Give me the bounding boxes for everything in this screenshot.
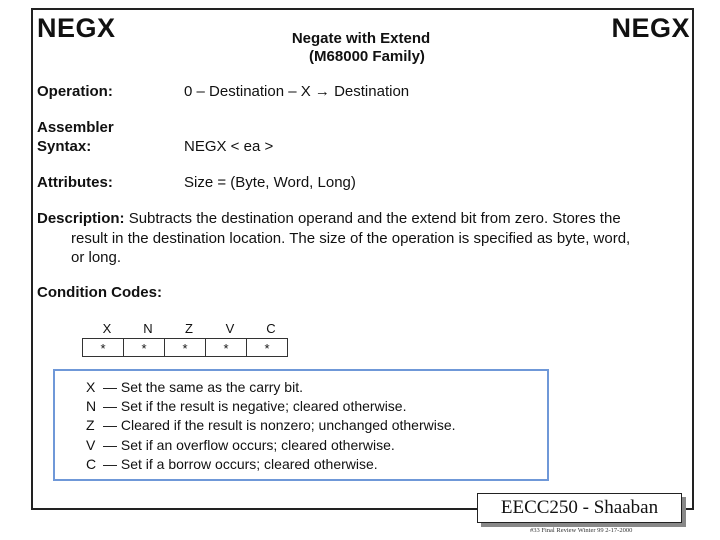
footer-note: #33 Final Review Winter 99 2-17-2000 xyxy=(530,527,633,534)
cc-value-n: * xyxy=(124,339,165,356)
operation-label: Operation: xyxy=(37,83,113,100)
legend-row-v xyxy=(86,436,547,455)
syntax-label: Syntax: xyxy=(37,138,92,155)
legend-row-x xyxy=(86,378,547,397)
assembler-label: Assembler xyxy=(37,119,114,136)
instruction-title: Negate with Extend xyxy=(291,30,431,47)
cc-header-z: Z xyxy=(185,321,193,336)
instruction-subtitle: (M68000 Family) xyxy=(309,48,425,65)
legend-row-n xyxy=(86,397,547,416)
course-badge: EECC250 - Shaaban xyxy=(477,493,682,523)
cc-value-v: * xyxy=(206,339,247,356)
legend-flag-z: Z xyxy=(86,417,95,434)
assembler-syntax-value: NEGX < ea > xyxy=(184,138,274,155)
description-line-1: Subtracts the destination operand and the extend bit from zero. Stores the xyxy=(128,210,621,227)
cc-header-c: C xyxy=(266,321,276,336)
attributes-label: Attributes: xyxy=(37,174,113,191)
legend-row-c xyxy=(86,455,547,474)
legend-flag-x: X xyxy=(86,379,96,395)
cc-value-x: * xyxy=(83,339,124,356)
legend-text-z: — Cleared if the result is nonzero; unchanged otherwise. xyxy=(103,417,456,434)
description xyxy=(37,209,697,268)
cc-header-n: N xyxy=(143,321,153,336)
cc-value-c: * xyxy=(264,341,270,356)
description-label: Description: xyxy=(37,210,125,227)
cc-header-x: X xyxy=(102,321,112,336)
cc-value-z: * xyxy=(165,339,206,356)
legend-text-c: — Set if a borrow occurs; cleared otherwise. xyxy=(103,455,378,472)
condition-codes-label: Condition Codes: xyxy=(37,284,162,301)
condition-codes-legend xyxy=(53,369,549,481)
operation-value: 0 – Destination – X → Destination xyxy=(184,83,410,100)
description-line-2: result in the destination location. The size of the operation is specified as byte, word, xyxy=(71,229,631,247)
legend-flag-n: N xyxy=(86,398,97,415)
legend-flag-c: C xyxy=(86,455,97,472)
legend-text-n: — Set if the result is negative; cleared otherwise. xyxy=(103,398,407,415)
mnemonic-right: NEGX xyxy=(611,13,690,43)
legend-flag-v: V xyxy=(86,436,96,453)
attributes-value: Size = (Byte, Word, Long) xyxy=(184,174,356,191)
legend-text-v: — Set if an overflow occurs; cleared otherwise. xyxy=(103,436,395,453)
description-line-3: or long. xyxy=(71,249,122,266)
condition-codes-table xyxy=(82,338,288,357)
mnemonic-left: NEGX xyxy=(37,13,116,43)
cc-header-v: V xyxy=(225,321,235,336)
legend-text-x: — Set the same as the carry bit. xyxy=(103,379,303,395)
legend-row-z xyxy=(86,416,547,435)
